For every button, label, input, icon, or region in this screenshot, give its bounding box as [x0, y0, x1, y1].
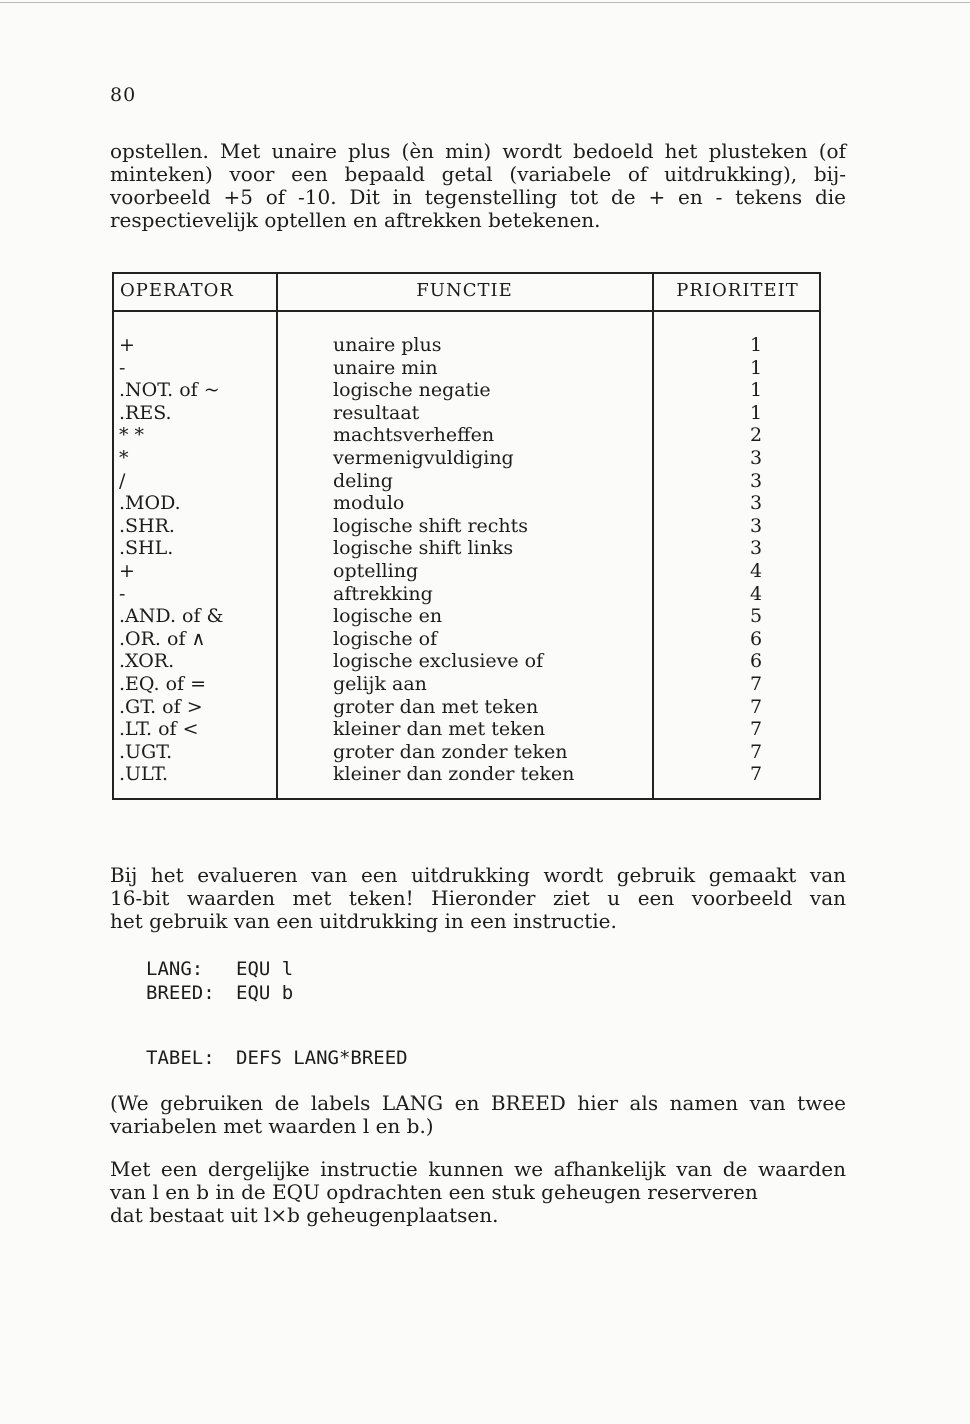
text-line: dat bestaat uit l×b geheugenplaatsen. — [110, 1203, 499, 1227]
table-row — [114, 560, 819, 583]
function-cell: machtsverheffen — [333, 424, 495, 447]
priority-cell: 1 — [750, 379, 763, 402]
page-number: 80 — [110, 84, 137, 106]
priority-cell: 6 — [750, 627, 763, 650]
table-row — [114, 447, 819, 470]
priority-cell: 4 — [750, 559, 763, 582]
operator-cell: - — [119, 356, 126, 379]
text-line: respectievelijk optellen en aftrekken betekenen. — [110, 208, 601, 232]
operator-cell: * — [119, 446, 129, 469]
text-line: Bij het evalueren van een uitdrukking wordt gebruik gemaakt van — [110, 863, 846, 887]
priority-cell: 2 — [750, 424, 763, 447]
function-cell: logische shift rechts — [333, 514, 529, 537]
priority-cell: 5 — [750, 605, 763, 628]
table-row — [114, 515, 819, 538]
function-cell: logische en — [333, 605, 443, 628]
operator-cell: .ULT. — [119, 763, 169, 786]
operator-table — [112, 272, 821, 800]
table-row — [114, 696, 819, 719]
function-cell: logische shift links — [333, 537, 514, 560]
text-line: Met een dergelijke instructie kunnen we afhankelijk van de waarden — [110, 1157, 846, 1181]
function-cell: modulo — [333, 492, 405, 515]
priority-cell: 3 — [750, 492, 763, 515]
operator-cell: .RES. — [119, 401, 172, 424]
table-row — [114, 741, 819, 764]
text-line: van l en b in de EQU opdrachten een stuk geheugen reserveren — [110, 1180, 758, 1204]
function-cell: groter dan zonder teken — [333, 740, 568, 763]
operator-cell: .OR. of ∧ — [119, 627, 206, 650]
table-row — [114, 470, 819, 493]
function-cell: optelling — [333, 559, 419, 582]
function-cell: aftrekking — [333, 582, 433, 605]
table-row — [114, 402, 819, 425]
header-operator: OPERATOR — [120, 280, 234, 301]
priority-cell: 6 — [750, 650, 763, 673]
table-row — [114, 424, 819, 447]
table-row — [114, 583, 819, 606]
code-value: DEFS LANG*BREED — [236, 1047, 408, 1069]
priority-cell: 3 — [750, 446, 763, 469]
text-line: variabelen met waarden l en b.) — [110, 1114, 434, 1138]
priority-cell: 7 — [750, 718, 763, 741]
operator-cell: .AND. of & — [119, 605, 224, 628]
priority-cell: 7 — [750, 763, 763, 786]
operator-cell: .LT. of < — [119, 718, 199, 741]
text-line: voorbeeld +5 of -10. Dit in tegenstelling tot de + en - tekens die — [110, 185, 846, 209]
function-cell: kleiner dan met teken — [333, 718, 546, 741]
function-cell: gelijk aan — [333, 672, 427, 695]
priority-cell: 1 — [750, 356, 763, 379]
note-paragraph — [110, 1092, 846, 1138]
code-label: TABEL: — [146, 1047, 215, 1069]
header-prioriteit: PRIORITEIT — [676, 280, 799, 301]
function-cell: groter dan met teken — [333, 695, 539, 718]
function-cell: resultaat — [333, 401, 420, 424]
table-row — [114, 718, 819, 741]
header-functie: FUNCTIE — [416, 280, 513, 301]
table-body — [114, 334, 819, 786]
operator-cell: * * — [119, 424, 145, 447]
header-divider — [114, 310, 819, 312]
table-row — [114, 673, 819, 696]
table-row — [114, 357, 819, 380]
priority-cell: 7 — [750, 672, 763, 695]
text-line: het gebruik van een uitdrukking in een instructie. — [110, 909, 617, 933]
priority-cell: 7 — [750, 740, 763, 763]
priority-cell: 4 — [750, 582, 763, 605]
table-row — [114, 628, 819, 651]
priority-cell: 3 — [750, 537, 763, 560]
operator-cell: .EQ. of = — [119, 672, 207, 695]
function-cell: kleiner dan zonder teken — [333, 763, 575, 786]
table-row — [114, 537, 819, 560]
table-row — [114, 763, 819, 786]
function-cell: vermenigvuldiging — [333, 446, 514, 469]
operator-cell: .GT. of > — [119, 695, 203, 718]
function-cell: logische negatie — [333, 379, 491, 402]
table-row — [114, 334, 819, 357]
operator-cell: .UGT. — [119, 740, 173, 763]
table-row — [114, 379, 819, 402]
operator-cell: .NOT. of ~ — [119, 379, 220, 402]
page-top-edge — [0, 2, 970, 3]
text-line: minteken) voor een bepaald getal (variabele of uitdrukking), bij- — [110, 162, 846, 186]
operator-cell: .SHR. — [119, 514, 175, 537]
priority-cell: 3 — [750, 514, 763, 537]
code-label: LANG: — [146, 958, 204, 980]
operator-cell: / — [119, 469, 126, 492]
text-line: opstellen. Met unaire plus (èn min) wordt bedoeld het plusteken (of — [110, 139, 846, 163]
function-cell: logische of — [333, 627, 438, 650]
operator-cell: + — [119, 334, 135, 356]
priority-cell: 1 — [750, 334, 763, 356]
function-cell: unaire min — [333, 356, 438, 379]
priority-cell: 7 — [750, 695, 763, 718]
priority-cell: 3 — [750, 469, 763, 492]
intro-paragraph — [110, 140, 846, 232]
operator-cell: .SHL. — [119, 537, 174, 560]
function-cell: deling — [333, 469, 393, 492]
operator-cell: + — [119, 559, 135, 582]
operator-cell: .XOR. — [119, 650, 175, 673]
table-row — [114, 492, 819, 515]
text-line: (We gebruiken de labels LANG en BREED hier als namen van twee — [110, 1091, 846, 1115]
table-row — [114, 650, 819, 673]
operator-cell: .MOD. — [119, 492, 181, 515]
code-label: BREED: — [146, 982, 215, 1004]
operator-cell: - — [119, 582, 126, 605]
priority-cell: 1 — [750, 401, 763, 424]
evaluation-paragraph — [110, 864, 846, 933]
text-line: 16-bit waarden met teken! Hieronder ziet u een voorbeeld van — [110, 886, 846, 910]
code-value: EQU l — [236, 958, 294, 980]
function-cell: logische exclusieve of — [333, 650, 544, 673]
function-cell: unaire plus — [333, 334, 442, 356]
table-row — [114, 605, 819, 628]
code-value: EQU b — [236, 982, 294, 1004]
final-paragraph — [110, 1158, 846, 1227]
